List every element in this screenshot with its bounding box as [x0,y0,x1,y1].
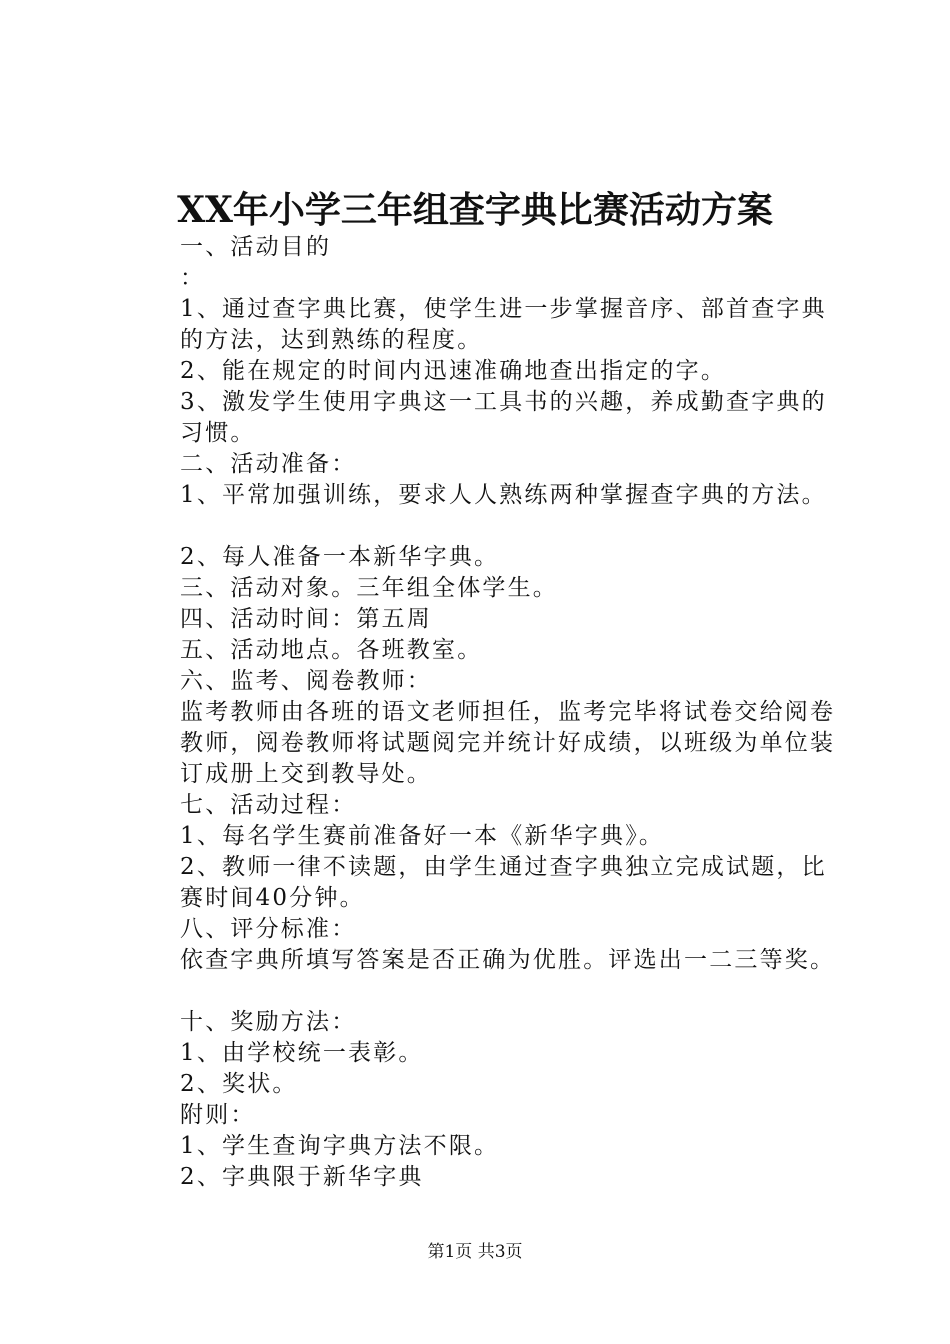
blank-line [129,976,841,1007]
section-heading-rewards: 十、奖励方法： [180,1009,357,1035]
document-title: XX年小学三年组查字典比赛活动方案 [177,189,773,231]
document-body [129,232,841,1193]
paragraph: 2、教师一律不读题，由学生通过查字典独立完成试题，比赛时间40分钟。 [180,854,827,911]
section-heading-process: 七、活动过程： [180,792,357,818]
section-heading-scoring: 八、评分标准： [180,916,357,942]
colon-line: ： [180,265,206,291]
paragraph: 1、通过查字典比赛，使学生进一步掌握音序、部首查字典的方法，达到熟练的程度。 [180,296,827,353]
paragraph: 1、每名学生赛前准备好一本《新华字典》。 [180,823,665,849]
paragraph: 2、每人准备一本新华字典。 [180,544,500,570]
blank-line [129,511,841,542]
section-heading-invigilators: 六、监考、阅卷教师： [180,668,432,694]
section-heading-time: 四、活动时间：第五周 [180,606,432,632]
page-footer: 第1页 共3页 [427,1242,523,1262]
paragraph: 1、平常加强训练，要求人人熟练两种掌握查字典的方法。 [180,482,827,508]
paragraph: 2、奖状。 [180,1071,298,1097]
paragraph: 3、激发学生使用字典这一工具书的兴趣，养成勤查字典的习惯。 [180,389,827,446]
paragraph: 监考教师由各班的语文老师担任，监考完毕将试卷交给阅卷教师，阅卷教师将试题阅完并统计好成绩，以班级为单位装订成册上交到教导处。 [180,699,836,787]
paragraph: 依查字典所填写答案是否正确为优胜。评选出一二三等奖。 [180,947,836,973]
paragraph: 1、由学校统一表彰。 [180,1040,424,1066]
section-heading-place: 五、活动地点。各班教室。 [180,637,483,663]
section-heading-appendix: 附则： [180,1102,256,1128]
paragraph: 2、能在规定的时间内迅速准确地查出指定的字。 [180,358,727,384]
section-heading-target: 三、活动对象。三年组全体学生。 [180,575,558,601]
paragraph: 2、字典限于新华字典 [180,1164,424,1190]
section-heading-preparation: 二、活动准备： [180,451,357,477]
section-heading-purpose: 一、活动目的 [180,234,332,260]
paragraph: 1、学生查询字典方法不限。 [180,1133,500,1159]
